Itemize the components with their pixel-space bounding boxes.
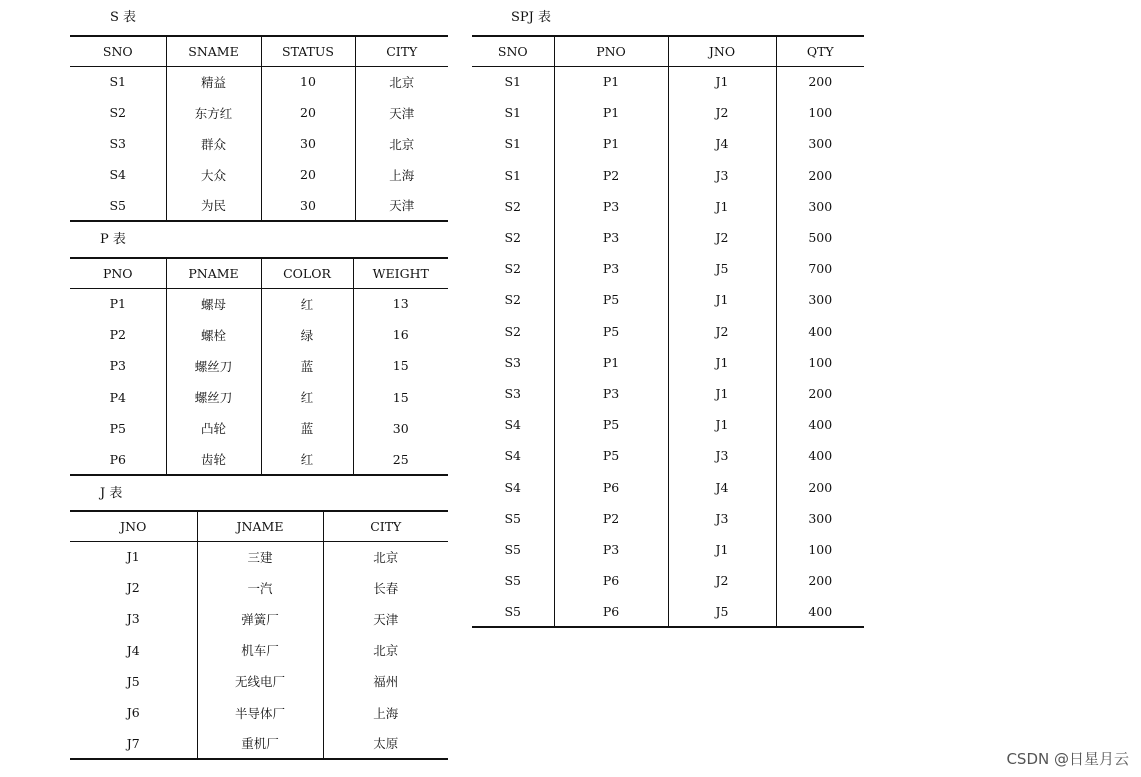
table-cell: 200 — [776, 160, 864, 191]
table-cell: P1 — [554, 66, 668, 97]
table-cell: S2 — [472, 191, 554, 222]
spj-table-title: SPJ 表 — [511, 10, 551, 25]
table-cell: 300 — [776, 503, 864, 534]
table-cell: J7 — [70, 728, 197, 759]
column-header: QTY — [776, 36, 864, 66]
table-cell: J2 — [668, 222, 776, 253]
table-cell: 为民 — [166, 190, 261, 221]
table-cell: J3 — [668, 503, 776, 534]
column-header: JNO — [668, 36, 776, 66]
table-row — [472, 128, 864, 159]
table-cell: 北京 — [355, 66, 448, 97]
table-cell: S1 — [70, 66, 166, 97]
column-header: PNO — [70, 258, 166, 288]
table-cell: J1 — [668, 378, 776, 409]
table-cell: S5 — [472, 596, 554, 627]
table-cell: 400 — [776, 409, 864, 440]
table-cell: 200 — [776, 378, 864, 409]
watermark: CSDN @日星月云 — [1006, 750, 1129, 768]
table-cell: 蓝 — [261, 350, 353, 381]
table-cell: P6 — [554, 565, 668, 596]
table-cell: 15 — [353, 382, 448, 413]
table-cell: 北京 — [323, 635, 448, 666]
table-cell: J2 — [668, 316, 776, 347]
table-cell: S4 — [472, 471, 554, 502]
table-cell: J2 — [668, 565, 776, 596]
table-cell: 20 — [261, 97, 355, 128]
table-cell: 10 — [261, 66, 355, 97]
table-cell: 700 — [776, 253, 864, 284]
table-row — [472, 471, 864, 502]
table-row — [70, 128, 448, 159]
table-cell: 红 — [261, 444, 353, 475]
column-header: JNO — [70, 511, 197, 541]
table-cell: S1 — [472, 66, 554, 97]
table-cell: J1 — [668, 534, 776, 565]
table-cell: 400 — [776, 596, 864, 627]
table-cell: 200 — [776, 66, 864, 97]
column-header: COLOR — [261, 258, 353, 288]
table-cell: P6 — [554, 596, 668, 627]
table-cell: S3 — [472, 347, 554, 378]
table-cell: 螺丝刀 — [166, 382, 261, 413]
table-cell: 机车厂 — [197, 635, 323, 666]
table-cell: 500 — [776, 222, 864, 253]
table-row — [472, 253, 864, 284]
table-row — [472, 222, 864, 253]
column-header: PNAME — [166, 258, 261, 288]
table-cell: P2 — [70, 319, 166, 350]
table-cell: J6 — [70, 697, 197, 728]
table-cell: J1 — [668, 347, 776, 378]
table-cell: 上海 — [355, 159, 448, 190]
table-cell: P1 — [70, 288, 166, 319]
table-cell: 螺丝刀 — [166, 350, 261, 381]
table-cell: 红 — [261, 288, 353, 319]
p-table — [70, 257, 448, 476]
table-cell: 精益 — [166, 66, 261, 97]
table-cell: 凸轮 — [166, 413, 261, 444]
table-cell: 福州 — [323, 666, 448, 697]
table-cell: 天津 — [355, 190, 448, 221]
table-cell: P3 — [554, 534, 668, 565]
column-header: WEIGHT — [353, 258, 448, 288]
table-cell: 上海 — [323, 697, 448, 728]
table-row — [70, 666, 448, 697]
table-cell: 齿轮 — [166, 444, 261, 475]
table-row — [70, 413, 448, 444]
table-cell: S4 — [472, 440, 554, 471]
table-cell: S3 — [70, 128, 166, 159]
table-cell: 20 — [261, 159, 355, 190]
table-cell: 13 — [353, 288, 448, 319]
table-cell: 100 — [776, 97, 864, 128]
table-cell: 300 — [776, 191, 864, 222]
s-table-title: S 表 — [110, 10, 137, 25]
table-row — [70, 728, 448, 759]
column-header: SNO — [472, 36, 554, 66]
table-cell: 天津 — [355, 97, 448, 128]
table-cell: 群众 — [166, 128, 261, 159]
table-cell: P5 — [554, 284, 668, 315]
table-cell: S4 — [70, 159, 166, 190]
table-cell: J2 — [70, 572, 197, 603]
table-row — [472, 66, 864, 97]
table-cell: 30 — [353, 413, 448, 444]
table-header-row — [70, 511, 448, 541]
table-cell: P6 — [554, 471, 668, 502]
j-table-title: J 表 — [100, 486, 123, 501]
table-row — [472, 347, 864, 378]
table-cell: P2 — [554, 503, 668, 534]
table-cell: S5 — [472, 565, 554, 596]
column-header: CITY — [355, 36, 448, 66]
table-cell: J5 — [668, 596, 776, 627]
spj-table — [472, 35, 864, 628]
table-cell: 16 — [353, 319, 448, 350]
column-header: CITY — [323, 511, 448, 541]
table-cell: S1 — [472, 160, 554, 191]
table-cell: 400 — [776, 316, 864, 347]
s-table — [70, 35, 448, 222]
table-row — [472, 191, 864, 222]
table-cell: S2 — [472, 222, 554, 253]
table-cell: J5 — [70, 666, 197, 697]
table-row — [472, 284, 864, 315]
table-row — [70, 444, 448, 475]
table-cell: J1 — [668, 66, 776, 97]
table-cell: P3 — [554, 378, 668, 409]
table-cell: 一汽 — [197, 572, 323, 603]
table-cell: S5 — [472, 503, 554, 534]
table-cell: J2 — [668, 97, 776, 128]
table-header-row — [472, 36, 864, 66]
table-cell: J3 — [668, 440, 776, 471]
table-cell: 25 — [353, 444, 448, 475]
table-cell: 北京 — [323, 541, 448, 572]
table-cell: S4 — [472, 409, 554, 440]
table-row — [70, 319, 448, 350]
column-header: STATUS — [261, 36, 355, 66]
table-cell: P3 — [554, 222, 668, 253]
table-cell: 200 — [776, 565, 864, 596]
table-cell: P5 — [554, 440, 668, 471]
table-cell: 长春 — [323, 572, 448, 603]
table-row — [70, 97, 448, 128]
table-cell: 300 — [776, 128, 864, 159]
table-row — [70, 190, 448, 221]
table-cell: S5 — [70, 190, 166, 221]
table-cell: S2 — [472, 284, 554, 315]
table-cell: P1 — [554, 347, 668, 378]
column-header: JNAME — [197, 511, 323, 541]
table-cell: 100 — [776, 534, 864, 565]
table-cell: 蓝 — [261, 413, 353, 444]
table-cell: 无线电厂 — [197, 666, 323, 697]
table-header-row — [70, 258, 448, 288]
table-cell: S1 — [472, 97, 554, 128]
table-cell: 重机厂 — [197, 728, 323, 759]
table-cell: P3 — [554, 191, 668, 222]
table-cell: P6 — [70, 444, 166, 475]
table-header-row — [70, 36, 448, 66]
table-row — [70, 697, 448, 728]
table-cell: S2 — [472, 253, 554, 284]
table-cell: S3 — [472, 378, 554, 409]
table-row — [472, 97, 864, 128]
table-cell: S2 — [472, 316, 554, 347]
table-cell: P1 — [554, 97, 668, 128]
column-header: SNO — [70, 36, 166, 66]
table-cell: 300 — [776, 284, 864, 315]
table-cell: P5 — [554, 409, 668, 440]
table-cell: P3 — [70, 350, 166, 381]
table-cell: 15 — [353, 350, 448, 381]
table-cell: S5 — [472, 534, 554, 565]
table-cell: P1 — [554, 128, 668, 159]
table-cell: P4 — [70, 382, 166, 413]
table-row — [472, 378, 864, 409]
table-cell: S1 — [472, 128, 554, 159]
table-cell: J4 — [668, 128, 776, 159]
table-cell: 弹簧厂 — [197, 603, 323, 634]
table-row — [70, 159, 448, 190]
table-cell: J4 — [668, 471, 776, 502]
table-cell: J4 — [70, 635, 197, 666]
table-cell: 北京 — [355, 128, 448, 159]
table-cell: J1 — [668, 284, 776, 315]
table-row — [472, 596, 864, 627]
table-row — [472, 409, 864, 440]
table-row — [70, 350, 448, 381]
table-cell: J3 — [668, 160, 776, 191]
table-cell: P3 — [554, 253, 668, 284]
table-cell: 30 — [261, 190, 355, 221]
table-row — [70, 66, 448, 97]
j-table — [70, 510, 448, 760]
table-cell: 螺栓 — [166, 319, 261, 350]
table-cell: S2 — [70, 97, 166, 128]
column-header: SNAME — [166, 36, 261, 66]
p-table-title: P 表 — [100, 232, 126, 247]
table-row — [472, 503, 864, 534]
table-cell: 红 — [261, 382, 353, 413]
table-row — [70, 541, 448, 572]
table-cell: 太原 — [323, 728, 448, 759]
table-cell: J3 — [70, 603, 197, 634]
table-row — [472, 316, 864, 347]
table-cell: 100 — [776, 347, 864, 378]
table-cell: J1 — [70, 541, 197, 572]
table-row — [70, 635, 448, 666]
table-cell: 天津 — [323, 603, 448, 634]
table-cell: P2 — [554, 160, 668, 191]
table-cell: J5 — [668, 253, 776, 284]
table-row — [70, 288, 448, 319]
table-cell: 东方红 — [166, 97, 261, 128]
table-cell: P5 — [554, 316, 668, 347]
table-row — [472, 534, 864, 565]
table-cell: P5 — [70, 413, 166, 444]
table-cell: 三建 — [197, 541, 323, 572]
column-header: PNO — [554, 36, 668, 66]
table-cell: 绿 — [261, 319, 353, 350]
table-row — [472, 565, 864, 596]
table-row — [70, 603, 448, 634]
table-cell: 大众 — [166, 159, 261, 190]
table-row — [472, 440, 864, 471]
table-row — [70, 572, 448, 603]
table-cell: 400 — [776, 440, 864, 471]
table-cell: 30 — [261, 128, 355, 159]
table-cell: 半导体厂 — [197, 697, 323, 728]
table-cell: J1 — [668, 191, 776, 222]
table-row — [472, 160, 864, 191]
table-cell: 200 — [776, 471, 864, 502]
table-cell: 螺母 — [166, 288, 261, 319]
table-row — [70, 382, 448, 413]
table-cell: J1 — [668, 409, 776, 440]
